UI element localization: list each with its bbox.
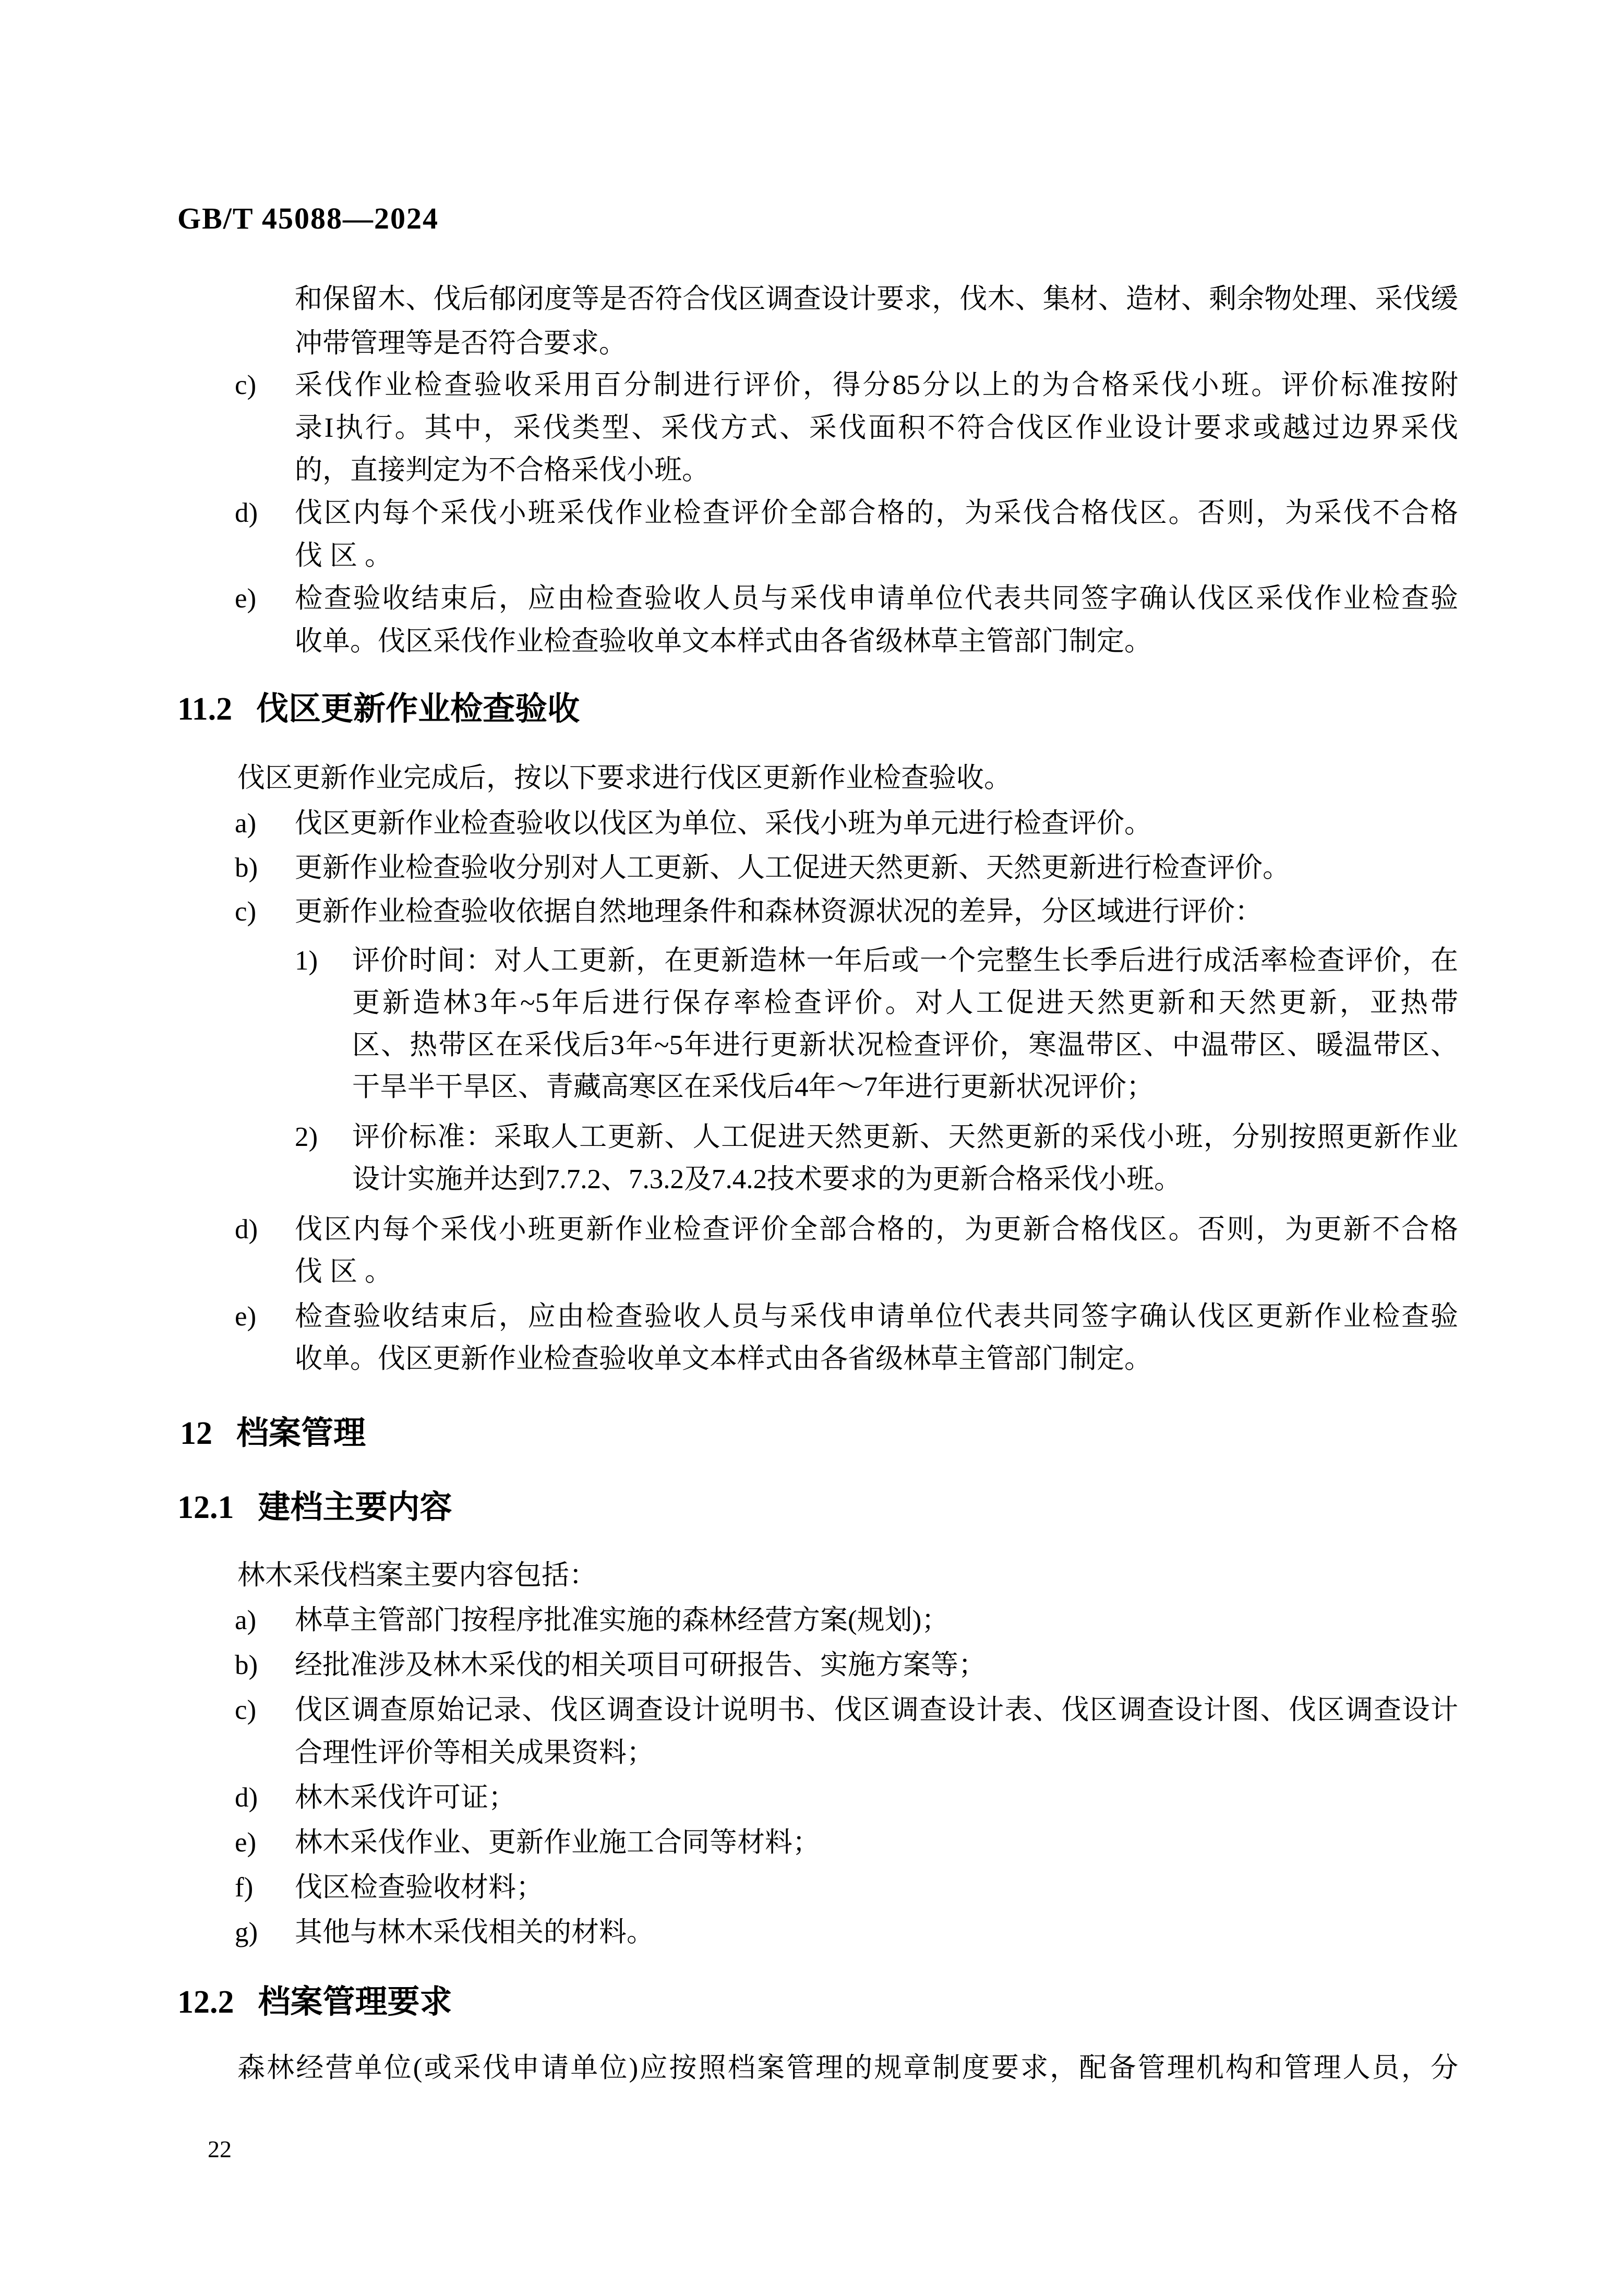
list-item-line: 伐区。 xyxy=(295,541,400,571)
section-number: 12.1 xyxy=(177,1490,234,1525)
list-item-label: g) xyxy=(235,1917,258,1947)
sub-item-label: 1) xyxy=(295,946,318,976)
section-number: 11.2 xyxy=(177,691,233,727)
section-title: 档案管理 xyxy=(236,1415,366,1451)
paragraph-line: 伐区更新作业完成后，按以下要求进行伐区更新作业检查验收。 xyxy=(237,763,1012,793)
list-item-line: 经批准涉及林木采伐的相关项目可研报告、实施方案等； xyxy=(295,1650,986,1680)
page-number: 22 xyxy=(208,2136,232,2162)
list-item-line: 伐区调查原始记录、伐区调查设计说明书、伐区调查设计表、伐区调查设计图、伐区调查设计 xyxy=(295,1695,1458,1725)
section-heading-11-2 xyxy=(177,690,580,728)
body-line: 冲带管理等是否符合要求。 xyxy=(295,328,627,358)
list-item-line: 伐区内每个采伐小班更新作业检查评价全部合格的，为更新合格伐区。否则，为更新不合格 xyxy=(295,1214,1458,1245)
section-heading-12-1 xyxy=(177,1488,452,1527)
list-item-label: c) xyxy=(235,896,257,927)
list-item-label: d) xyxy=(235,498,258,528)
list-item-label: b) xyxy=(235,1650,258,1680)
sub-item-line: 区、热带区在采伐后3年~5年进行更新状况检查评价，寒温带区、中温带区、暖温带区、 xyxy=(352,1030,1458,1060)
list-item-label: e) xyxy=(235,1827,257,1858)
list-item-label: d) xyxy=(235,1214,258,1245)
list-item-label: e) xyxy=(235,583,257,614)
section-title: 伐区更新作业检查验收 xyxy=(256,691,580,727)
list-item-line: 更新作业检查验收分别对人工更新、人工促进天然更新、天然更新进行检查评价。 xyxy=(295,853,1290,883)
sub-item-line: 更新造林3年~5年后进行保存率检查评价。对人工促进天然更新和天然更新，亚热带 xyxy=(352,988,1458,1018)
section-heading-12-2 xyxy=(177,1983,452,2022)
list-item-label: f) xyxy=(235,1872,254,1903)
paragraph-line: 林木采伐档案主要内容包括： xyxy=(237,1560,597,1591)
list-item-label: e) xyxy=(235,1301,257,1332)
list-item-line: 的，直接判定为不合格采伐小班。 xyxy=(295,455,710,485)
list-item-line: 伐区。 xyxy=(295,1257,400,1287)
list-item-label: d) xyxy=(235,1783,258,1813)
section-number: 12 xyxy=(180,1416,212,1451)
list-item-line: 伐区更新作业检查验收以伐区为单位、采伐小班为单元进行检查评价。 xyxy=(295,808,1152,839)
list-item-label: b) xyxy=(235,853,258,883)
standard-code: GB/T 45088—2024 xyxy=(177,201,439,235)
list-item-line: 收单。伐区更新作业检查验收单文本样式由各省级林草主管部门制定。 xyxy=(295,1344,1152,1374)
list-item-line: 其他与林木采伐相关的材料。 xyxy=(295,1917,654,1947)
list-item-label: c) xyxy=(235,1695,257,1725)
list-item-line: 伐区内每个采伐小班采伐作业检查评价全部合格的，为采伐合格伐区。否则，为采伐不合格 xyxy=(295,498,1458,528)
paragraph-line: 森林经营单位(或采伐申请单位)应按照档案管理的规章制度要求，配备管理机构和管理人员，分 xyxy=(237,2053,1458,2083)
list-item-label: a) xyxy=(235,808,257,839)
sub-item-line: 评价标准：采取人工更新、人工促进天然更新、天然更新的采伐小班，分别按照更新作业 xyxy=(352,1122,1458,1152)
list-item-line: 检查验收结束后，应由检查验收人员与采伐申请单位代表共同签字确认伐区采伐作业检查验 xyxy=(295,583,1458,614)
list-item-line: 林木采伐许可证； xyxy=(295,1783,516,1813)
section-title: 档案管理要求 xyxy=(258,1984,452,2020)
sub-item-line: 干旱半干旱区、青藏高寒区在采伐后4年～7年进行更新状况评价； xyxy=(352,1072,1154,1102)
section-number: 12.2 xyxy=(177,1984,234,2020)
sub-item-line: 设计实施并达到7.7.2、7.3.2及7.4.2技术要求的为更新合格采伐小班。 xyxy=(352,1164,1182,1194)
list-item-line: 检查验收结束后，应由检查验收人员与采伐申请单位代表共同签字确认伐区更新作业检查验 xyxy=(295,1301,1458,1332)
body-line: 和保留木、伐后郁闭度等是否符合伐区调查设计要求，伐木、集材、造材、剩余物处理、采伐缓 xyxy=(295,284,1458,314)
list-item-line: 收单。伐区采伐作业检查验收单文本样式由各省级林草主管部门制定。 xyxy=(295,626,1152,656)
list-item-label: a) xyxy=(235,1605,257,1635)
list-item-line: 录I执行。其中，采伐类型、采伐方式、采伐面积不符合伐区作业设计要求或越过边界采伐 xyxy=(295,413,1458,443)
section-heading-12 xyxy=(180,1414,366,1453)
list-item-line: 更新作业检查验收依据自然地理条件和森林资源状况的差异，分区域进行评价： xyxy=(295,896,1263,927)
list-item-line: 采伐作业检查验收采用百分制进行评价，得分85分以上的为合格采伐小班。评价标准按附 xyxy=(295,370,1458,400)
list-item-line: 伐区检查验收材料； xyxy=(295,1872,544,1903)
sub-item-line: 评价时间：对人工更新，在更新造林一年后或一个完整生长季后进行成活率检查评价，在 xyxy=(352,946,1458,976)
section-title: 建档主要内容 xyxy=(258,1489,452,1525)
list-item-line: 合理性评价等相关成果资料； xyxy=(295,1738,654,1768)
list-item-line: 林木采伐作业、更新作业施工合同等材料； xyxy=(295,1827,820,1858)
list-item-label: c) xyxy=(235,370,257,400)
sub-item-label: 2) xyxy=(295,1122,318,1152)
list-item-line: 林草主管部门按程序批准实施的森林经营方案(规划)； xyxy=(295,1605,950,1635)
